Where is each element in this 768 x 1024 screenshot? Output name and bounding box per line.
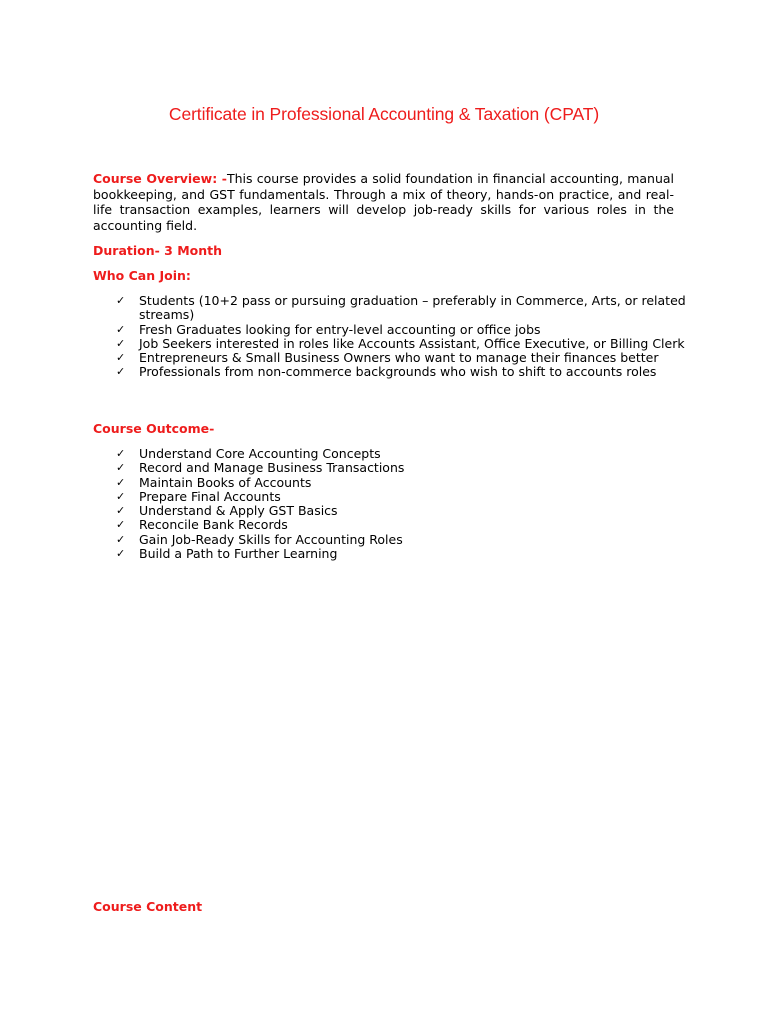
course-overview-text: This course provides a solid foundation in financial accounting, manual bookkeeping, and GST fundamentals. Through a mix of theory, hands-on practice, and real-life transaction examples, learners will develop job-ready skills for various roles in the accounting field. — [93, 171, 675, 233]
check-icon: ✓ — [116, 489, 126, 503]
course-outcome-heading: Course Outcome- — [93, 421, 215, 436]
list-item-text: Gain Job-Ready Skills for Accounting Roles — [139, 531, 403, 547]
list-item — [116, 504, 686, 518]
course-outcome-list — [116, 447, 686, 561]
list-item — [116, 476, 686, 490]
check-icon: ✓ — [116, 365, 126, 379]
list-item — [116, 337, 686, 351]
list-item-text: Record and Manage Business Transactions — [139, 460, 405, 476]
list-item — [116, 547, 686, 561]
check-icon: ✓ — [116, 351, 126, 365]
check-icon: ✓ — [116, 532, 126, 546]
check-icon: ✓ — [116, 461, 126, 475]
course-overview — [93, 171, 674, 233]
course-overview-label: Course Overview: - — [93, 171, 227, 186]
document-title: Certificate in Professional Accounting & Taxation (CPAT) — [168, 104, 600, 124]
list-item-text: Reconcile Bank Records — [139, 517, 288, 533]
list-item — [116, 351, 686, 365]
check-icon: ✓ — [116, 518, 126, 532]
list-item-text: Maintain Books of Accounts — [139, 474, 312, 490]
list-item-text: Build a Path to Further Learning — [139, 546, 338, 562]
check-icon: ✓ — [116, 447, 126, 460]
check-icon: ✓ — [116, 504, 126, 518]
list-item — [116, 461, 686, 475]
list-item — [116, 365, 686, 379]
list-item — [116, 533, 686, 547]
list-item-text: Understand & Apply GST Basics — [139, 503, 338, 519]
check-icon: ✓ — [116, 547, 126, 561]
list-item-text: Job Seekers interested in roles like Accounts Assistant, Office Executive, or Billing Clerk — [139, 335, 685, 351]
list-item — [116, 294, 686, 323]
list-item-text: Students (10+2 pass or pursuing graduation – preferably in Commerce, Arts, or related streams) — [139, 293, 686, 323]
list-item-text: Understand Core Accounting Concepts — [139, 446, 381, 461]
list-item-text: Fresh Graduates looking for entry-level accounting or office jobs — [139, 321, 541, 337]
list-item-text: Professionals from non-commerce backgrounds who wish to shift to accounts roles — [139, 364, 657, 380]
check-icon: ✓ — [116, 294, 126, 307]
list-item-text: Entrepreneurs & Small Business Owners who want to manage their finances better — [139, 350, 659, 366]
list-item — [116, 518, 686, 532]
list-item — [116, 323, 686, 337]
course-content-heading: Course Content — [93, 899, 203, 914]
who-can-join-list — [116, 294, 686, 380]
list-item — [116, 447, 686, 461]
check-icon: ✓ — [116, 336, 126, 350]
check-icon: ✓ — [116, 322, 126, 336]
list-item-text: Prepare Final Accounts — [139, 488, 281, 504]
who-can-join-heading: Who Can Join: — [93, 268, 191, 283]
duration-heading: Duration- 3 Month — [93, 243, 223, 258]
list-item — [116, 490, 686, 504]
check-icon: ✓ — [116, 475, 126, 489]
